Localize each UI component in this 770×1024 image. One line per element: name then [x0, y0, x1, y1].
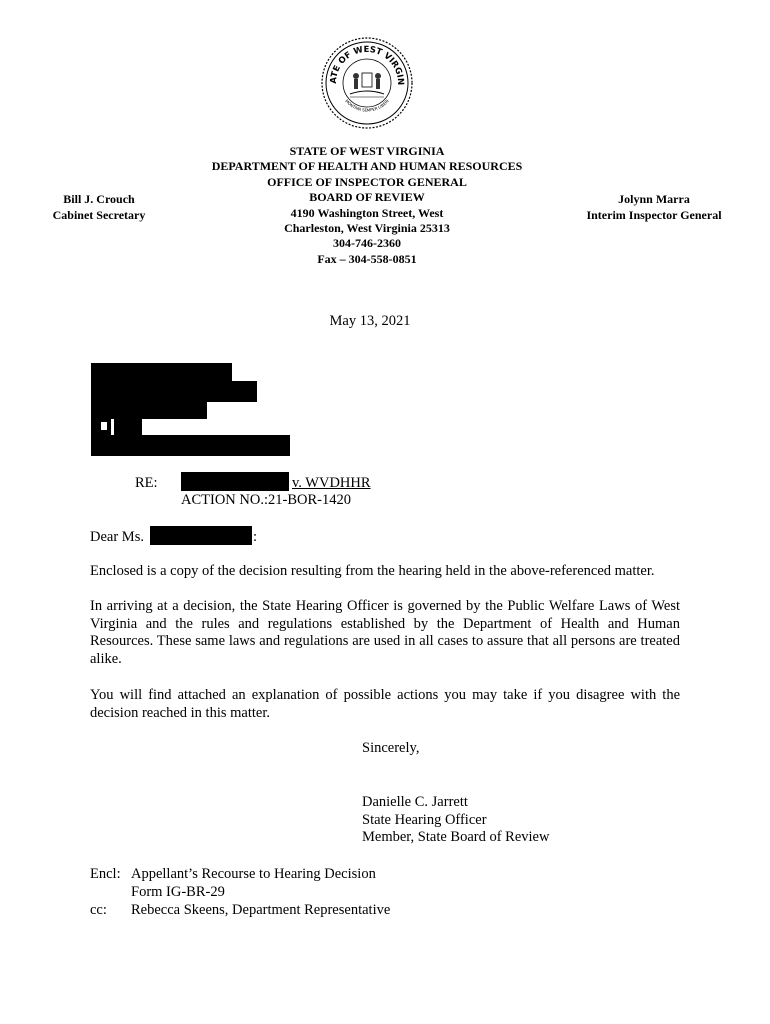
body-paragraph: You will find attached an explanation of possible actions you may take if you disagree with the decision reached in this matter.: [90, 687, 680, 721]
redaction-gap-mark: [101, 422, 107, 430]
enclosure-line: Appellant’s Recourse to Hearing Decision: [131, 866, 376, 882]
letterhead-line: OFFICE OF INSPECTOR GENERAL: [267, 174, 467, 189]
enclosure-form: Form IG-BR-29: [131, 884, 225, 900]
letterhead-line: STATE OF WEST VIRGINIA: [289, 144, 445, 158]
body-paragraph: Enclosed is a copy of the decision resulting from the hearing held in the above-referenced matter.: [90, 563, 655, 579]
signer-membership: Member, State Board of Review: [362, 829, 550, 845]
case-caption-suffix: v. WVDHHR: [292, 475, 371, 491]
case-caption: [289, 474, 371, 492]
signer-name: Danielle C. Jarrett: [362, 794, 468, 810]
cc-recipient: Rebecca Skeens, Department Representative: [131, 902, 391, 918]
seal-top-text: ATE OF WEST VIRGIN: [328, 44, 406, 86]
signer-title: State Hearing Officer: [362, 811, 487, 828]
signature-block: [362, 794, 549, 847]
body-paragraph: In arriving at a decision, the State Hearing Officer is governed by the Public Welfare Laws of West Virginia and the rules and regulations established by the Department of Health and Human Resources. These same laws and regulations are used in all cases to assure that all persons are treated alike.: [90, 598, 680, 667]
letterhead-line: 304-746-2360: [333, 236, 401, 251]
enclosure-label: Encl:: [90, 866, 121, 882]
letter-date: May 13, 2021: [329, 313, 411, 329]
salutation-suffix: :: [253, 529, 258, 545]
letterhead-right: [578, 191, 730, 223]
redacted-address-line: [91, 363, 232, 382]
redacted-recipient-name: [150, 526, 252, 545]
cc-label: cc:: [90, 902, 107, 918]
letterhead-line: DEPARTMENT OF HEALTH AND HUMAN RESOURCES: [211, 159, 523, 174]
cabinet-secretary-name: Bill J. Crouch: [63, 192, 135, 206]
letterhead-center: [185, 144, 549, 267]
redacted-address-line: [91, 435, 290, 456]
letterhead-line: Charleston, West Virginia 25313: [284, 221, 450, 236]
letterhead-left: [30, 191, 168, 223]
closing: Sincerely,: [362, 740, 420, 756]
redacted-address-line: [91, 401, 207, 419]
inspector-general-title: Interim Inspector General: [586, 208, 722, 222]
inspector-general-name: Jolynn Marra: [618, 192, 690, 206]
cabinet-secretary-title: Cabinet Secretary: [52, 208, 146, 222]
redacted-appellant-name: [181, 472, 289, 491]
state-seal: [320, 36, 414, 130]
redacted-address-line: [91, 381, 257, 402]
salutation-prefix: Dear Ms.: [90, 529, 144, 545]
letterhead-line: BOARD OF REVIEW: [309, 190, 425, 205]
letterhead-line: Fax – 304-558-0851: [317, 251, 417, 266]
letterhead-line: 4190 Washington Street, West: [290, 205, 444, 220]
re-label: RE:: [135, 475, 158, 491]
state-seal-graphic: [320, 36, 414, 130]
seal-motto-text: MONTANI SEMPER LIBERI: [344, 98, 390, 113]
action-number: ACTION NO.:21-BOR-1420: [181, 492, 351, 508]
